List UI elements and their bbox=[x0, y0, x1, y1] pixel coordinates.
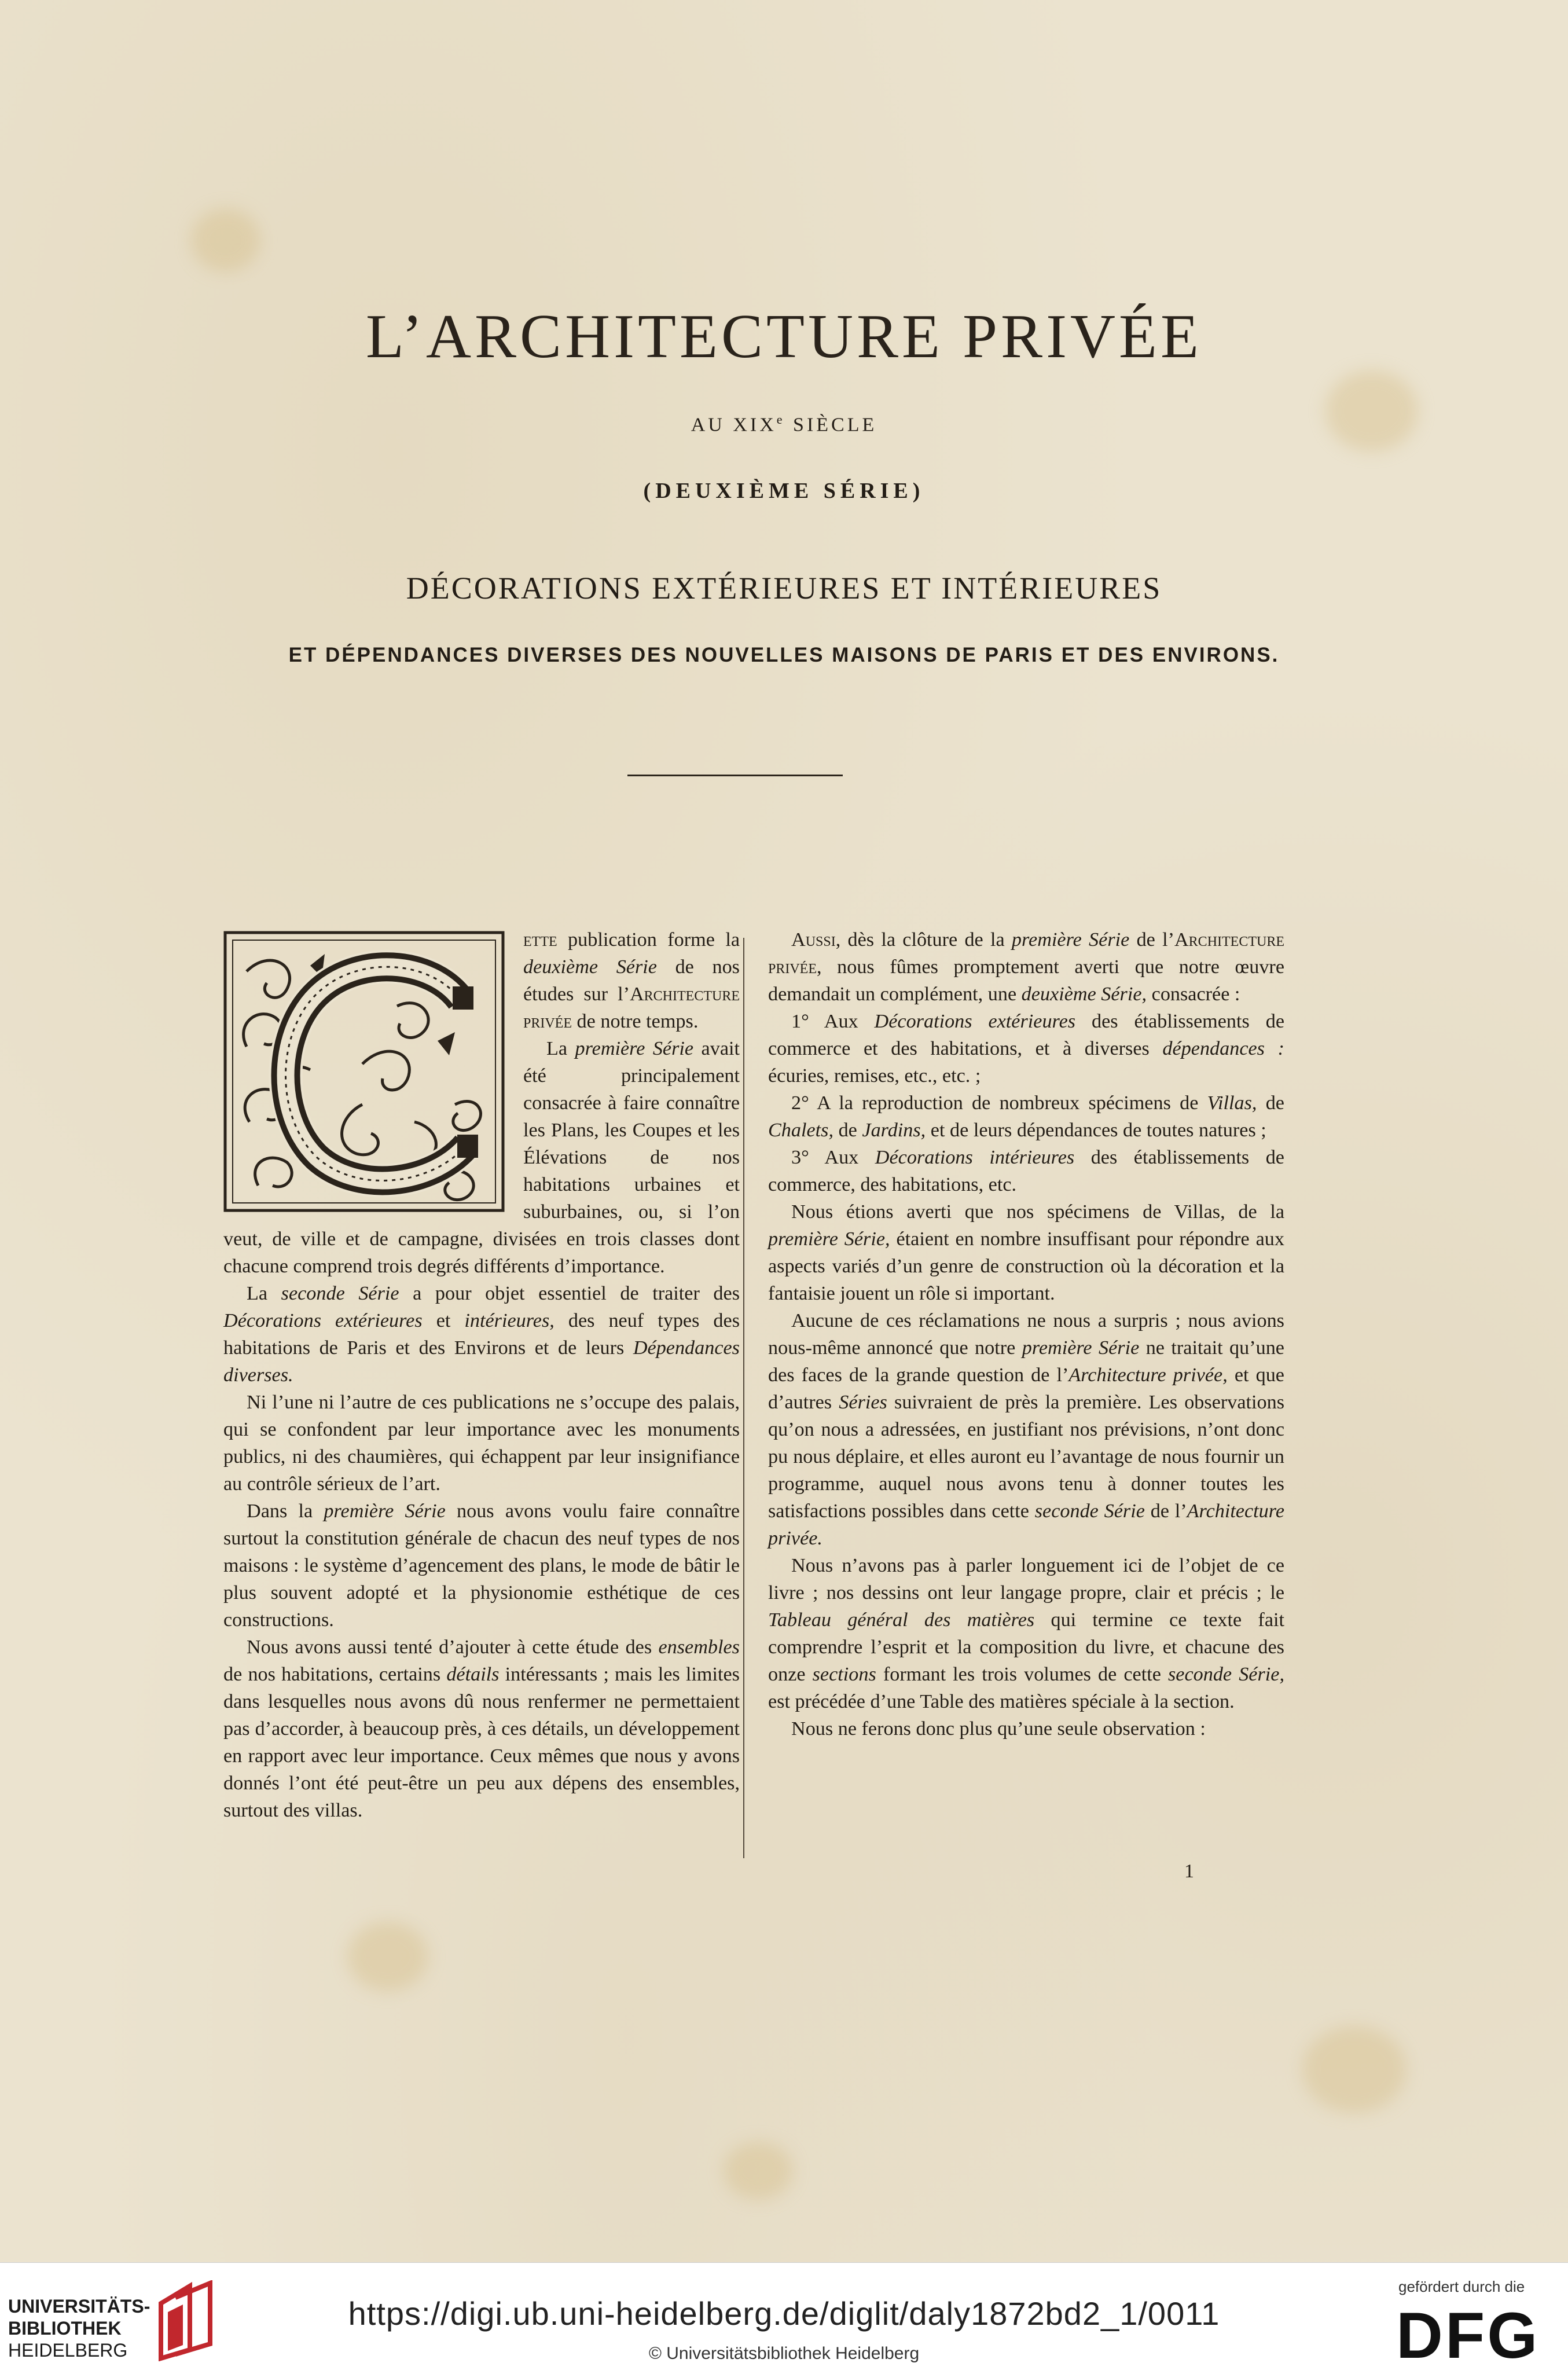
page-number: 1 bbox=[1184, 1861, 1194, 1882]
logo-line-2: BIBLIOTHEK bbox=[8, 2318, 122, 2339]
left-paragraph-6: Nous avons aussi tenté d’ajouter à cette étude des ensembles de nos habitations, certains détails intéressants ; mais les limites dans lesquelles nous avons dû nous renfermer ne permettaient pas d’accorder, à beaucoup près, à ces détails, un développement en rapport avec leur importance. Ceux mêmes que nous y avons donnés l’ont été peut-être un peu aux dépens des ensembles, surtout des villas. bbox=[223, 1637, 740, 1821]
right-paragraph-4: 3° Aux Décorations intérieures des établissements de commerce, des habitations, etc. bbox=[768, 1147, 1284, 1195]
permalink-url[interactable]: https://digi.ub.uni-heidelberg.de/diglit/daly1872bd2_1/0011 bbox=[348, 2295, 1220, 2332]
section-heading-decorations: DÉCORATIONS EXTÉRIEURES ET INTÉRIEURES bbox=[406, 571, 1162, 606]
right-column bbox=[768, 926, 1284, 1742]
right-paragraph-5: Nous étions averti que nos spécimens de Villas, de la première Série, étaient en nombre insuffisant pour répondre aux aspects variés d’un genre de construction où la décoration et la fantaisie jouent un rôle si important. bbox=[768, 1201, 1284, 1304]
left-paragraph-5: Dans la première Série nous avons voulu faire connaître surtout la constitution générale de chacun des neuf types de nos maisons : le système d’agencement des plans, le mode de bâtir le plus souvent adopté et la physionomie esthétique de ces constructions. bbox=[223, 1500, 740, 1631]
title-rule bbox=[627, 775, 843, 776]
logo-line-1: UNIVERSITÄTS- bbox=[8, 2296, 150, 2317]
right-paragraph-8: Nous ne ferons donc plus qu’une seule observation : bbox=[791, 1718, 1206, 1740]
subtitle-century: AU XIXe SIÈCLE bbox=[691, 412, 877, 436]
left-paragraph-2: La première Série avait été principalement consacrée à faire connaître les Plans, les Coupes et les Élévations de nos habitations urbaines et suburbaines, ou, si l’on veut, de ville et de campagne, divisées en trois classes dont chacune comprend trois degrés différents d’importance. bbox=[223, 1038, 740, 1277]
right-paragraph-1: Aussi, dès la clôture de la première Série de l’Architecture privée, nous fûmes promptement averti que notre œuvre demandait un complément, une deuxième Série, consacrée : bbox=[768, 929, 1285, 1005]
dfg-logo[interactable]: DFG bbox=[1396, 2299, 1540, 2372]
ornate-initial-c-icon bbox=[223, 931, 505, 1212]
column-divider bbox=[743, 938, 744, 1858]
viewer-footer bbox=[0, 2262, 1568, 2374]
section-heading-dependances: ET DÉPENDANCES DIVERSES DES NOUVELLES MAISONS DE PARIS ET DES ENVIRONS. bbox=[288, 644, 1280, 666]
left-paragraph-1: ette publication forme la deuxième Série de nos études sur l’Architecture privée de notre temps. bbox=[523, 929, 740, 1032]
copyright-notice: © Universitätsbibliothek Heidelberg bbox=[648, 2344, 920, 2363]
right-paragraph-6: Aucune de ces réclamations ne nous a surpris ; nous avions nous-même annoncé que notre première Série ne traitait qu’une des faces de la grande question de l’Architecture privée, et que d’autres Séries suivraient de près la première. Les observations qu’on nous a adressées, en justifiant nos prévisions, n’ont donc pu nous déplaire, et elles auront eu l’avantage de nous fournir un programme, auquel nous avons tenu à donner toutes les satisfactions possibles dans cette seconde Série de l’Architecture privée. bbox=[768, 1310, 1285, 1549]
page-title: L’ARCHITECTURE PRIVÉE bbox=[366, 302, 1202, 371]
right-paragraph-3: 2° A la reproduction de nombreux spécimens de Villas, de Chalets, de Jardins, et de leurs dépendances de toutes natures ; bbox=[768, 1092, 1284, 1141]
series-label: (DEUXIÈME SÉRIE) bbox=[643, 479, 925, 503]
right-paragraph-2: 1° Aux Décorations extérieures des établissements de commerce et des habitations, et à diverses dépendances : écuries, remises, etc., etc. ; bbox=[768, 1011, 1284, 1087]
left-column bbox=[223, 926, 740, 1824]
logo-line-3: HEIDELBERG bbox=[8, 2340, 128, 2361]
right-paragraph-7: Nous n’avons pas à parler longuement ici de l’objet de ce livre ; nos dessins ont leur langage propre, clair et précis ; le Tableau général des matières qui termine ce texte fait comprendre l’esprit et la composition du livre, et chacune des onze sections formant les trois volumes de cette seconde Série, est précédée d’une Table des matières spéciale à la section. bbox=[768, 1555, 1284, 1712]
left-paragraph-4: Ni l’une ni l’autre de ces publications ne s’occupe des palais, qui se confondent par leur importance avec les monuments publics, ni des chaumières, qui échappent par leur insignifiance au contrôle sérieux de l’art. bbox=[223, 1392, 740, 1495]
left-paragraph-3: La seconde Série a pour objet essentiel de traiter des Décorations extérieures et intérieures, des neuf types des habitations de Paris et des Environs et de leurs Dépendances diverses. bbox=[223, 1283, 740, 1386]
dfg-funding-label: gefördert durch die bbox=[1398, 2278, 1525, 2295]
